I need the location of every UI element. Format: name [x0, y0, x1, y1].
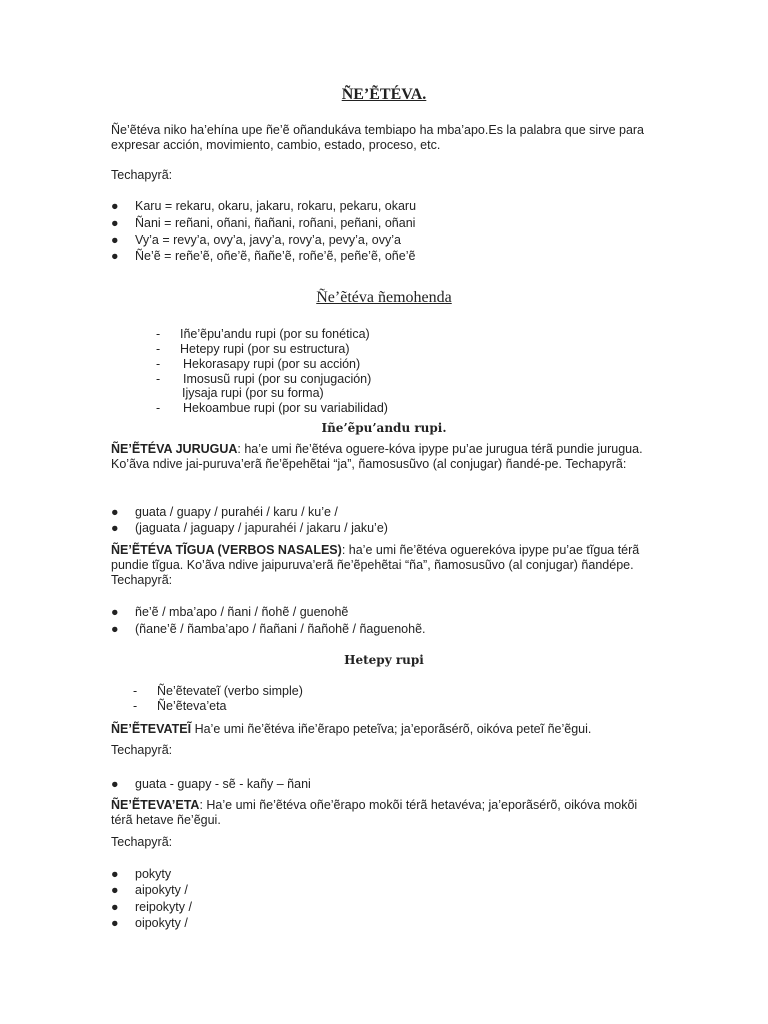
vaeta-example: ● aipokyty /	[111, 883, 188, 897]
bullet-icon: ●	[111, 883, 119, 897]
bullet-icon: ●	[111, 233, 119, 247]
bullet-icon: ●	[111, 900, 119, 914]
vatei-term: ÑE’ẼTEVATEĨ	[111, 722, 192, 736]
tigua-paragraph: ÑE’ẼTÉVA TĨGUA (VERBOS NASALES): ha’e umi ñe’ẽtéva oguerekóva ipype pu’ae tĩgua térã pundie tĩgua. Ko’ãva ndive jaipuruva’erã ñe’ẽpehẽtai “ña”, ñamosusũvo (al conjugar) ñandépe. Techapyrã:	[111, 543, 640, 587]
jurugua-example: ● guata / guapy / purahéi / karu / ku’e /	[111, 505, 338, 519]
bullet-icon: ●	[111, 216, 119, 230]
tigua-example: ● ñe’ẽ / mba’apo / ñani / ñohẽ / guenohẽ	[111, 605, 349, 619]
tigua-term: ÑE’ẼTÉVA TĨGUA (VERBOS NASALES)	[111, 543, 342, 557]
bullet-icon: ●	[111, 505, 119, 519]
vatei-paragraph: ÑE’ẼTEVATEĨ Ha’e umi ñe’ẽtéva iñe’ẽrapo peteĩva; ja’eporãsérõ, oikóva peteĩ ñe’ẽgui.	[111, 722, 592, 736]
tigua-example: ● (ñane’ẽ / ñamba’apo / ñañani / ñañohẽ / ñaguenohẽ.	[111, 622, 426, 636]
vaeta-paragraph: ÑE’ẼTEVA’ETA: Ha’e umi ñe’ẽtéva oñe’ẽrapo mokõi térã hetavéva; ja’eporãsérõ, oikóva mokõi térã hetave ñe’ẽgui.	[111, 798, 638, 827]
hetepy-item: - Ñe’ẽteva’eta	[133, 699, 227, 713]
bullet-icon: ●	[111, 777, 119, 791]
intro-paragraph: Ñe’ẽtéva niko ha’ehína upe ñe’ẽ oñandukáva tembiapo ha mba’apo.Es la palabra que sirve para expresar acción, movimiento, cambio, estado, proceso, etc.	[111, 123, 645, 152]
example-item: ● Vy’a = revy’a, ovy’a, javy’a, rovy’a, pevy’a, ovy’a	[111, 233, 401, 247]
vatei-techapyra: Techapyrã:	[111, 743, 173, 757]
jurugua-example: ● (jaguata / jaguapy / japurahéi / jakaru / jaku’e)	[111, 521, 388, 535]
classification-item: - Hekorasapy rupi (por su acción)	[156, 357, 361, 371]
vaeta-example: ● reipokyty /	[111, 900, 192, 914]
jurugua-term: ÑE’ẼTÉVA JURUGUA	[111, 442, 238, 456]
vaeta-example: ● pokyty	[111, 867, 172, 881]
vaeta-techapyra: Techapyrã:	[111, 835, 173, 849]
bullet-icon: ●	[111, 249, 119, 263]
techapyra-label: Techapyrã:	[111, 168, 173, 182]
section-title: Ñe’ẽtéva ñemohenda	[316, 289, 452, 306]
example-item: ● Ñani = reñani, oñani, ñañani, roñani, peñani, oñani	[111, 216, 416, 230]
vaeta-term: ÑE’ẼTEVA’ETA	[111, 798, 200, 812]
classification-item: - Hetepy rupi (por su estructura)	[156, 342, 350, 356]
jurugua-paragraph: ÑE’ẼTÉVA JURUGUA: ha’e umi ñe’ẽtéva oguere-kóva ipype pu’ae jurugua térã pundie jurugua. Ko’ãva ndive jai-puruva’erã ñe’ẽpehẽtai “ja”, ñamosusũvo (al conjugar) ñandé-pe. Techapyrã:	[111, 442, 643, 471]
vaeta-example: ● oipokyty /	[111, 916, 188, 930]
classification-item: - Imosusũ rupi (por su conjugación)	[156, 372, 372, 386]
bullet-icon: ●	[111, 521, 119, 535]
bullet-icon: ●	[111, 867, 119, 881]
vatei-example: ● guata - guapy - sẽ - kañy – ñani	[111, 777, 311, 791]
classification-item: - Iñe’ẽpu’andu rupi (por su fonética)	[156, 327, 370, 341]
classification-item: - Hekoambue rupi (por su variabilidad)	[156, 401, 388, 415]
bullet-icon: ●	[111, 622, 119, 636]
page-title: ÑE’ẼTÉVA.	[341, 86, 427, 103]
bullet-icon: ●	[111, 605, 119, 619]
example-item: ● Karu = rekaru, okaru, jakaru, rokaru, pekaru, okaru	[111, 199, 417, 213]
bullet-icon: ●	[111, 199, 119, 213]
bullet-icon: ●	[111, 916, 119, 930]
fonetica-heading: Iñe’ẽpu’andu rupi.	[321, 421, 447, 435]
hetepy-heading: Hetepy rupi	[344, 653, 424, 667]
hetepy-item: - Ñe’ẽtevateĩ (verbo simple)	[133, 684, 303, 698]
example-item: ● Ñe’ẽ = reñe’ẽ, oñe’ẽ, ñañe’ẽ, roñe’ẽ, peñe’ẽ, oñe’ẽ	[111, 249, 416, 263]
classification-item: Ijysaja rupi (por su forma)	[182, 386, 324, 400]
